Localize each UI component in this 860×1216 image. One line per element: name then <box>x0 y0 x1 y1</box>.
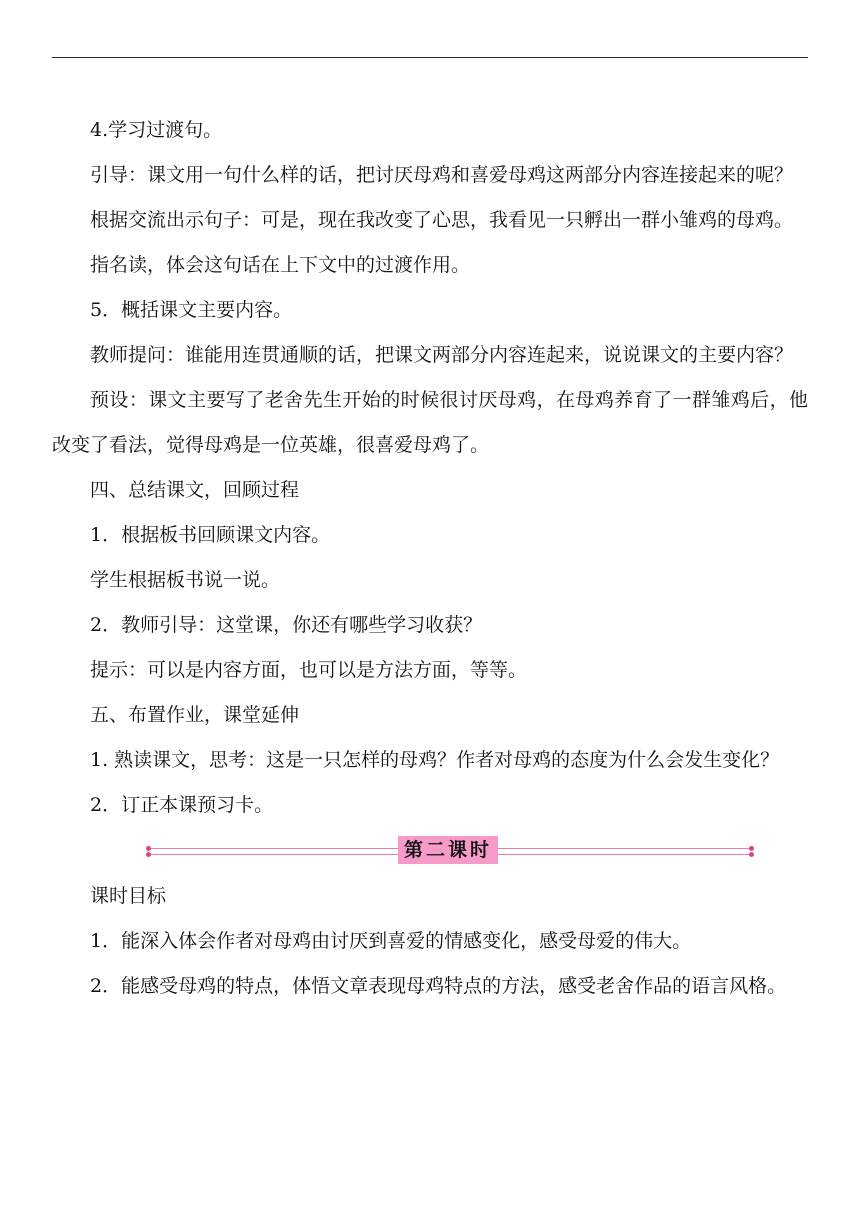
divider-title: 第二课时 <box>398 836 498 864</box>
divider-dot <box>749 846 754 851</box>
paragraph: 指名读，体会这句话在上下文中的过渡作用。 <box>90 254 471 276</box>
paragraph: 4.学习过渡句。 <box>90 119 223 141</box>
paragraph: 教师提问：谁能用连贯通顺的话，把课文两部分内容连起来，说说课文的主要内容？ <box>90 344 794 366</box>
lesson-divider <box>52 830 808 874</box>
section-heading: 四、总结课文，回顾过程 <box>90 479 300 501</box>
paragraph: 1. 熟读课文，思考：这是一只怎样的母鸡？作者对母鸡的态度为什么会发生变化？ <box>90 749 780 771</box>
paragraph: 提示：可以是内容方面，也可以是方法方面，等等。 <box>90 659 528 681</box>
document-body <box>52 108 808 1009</box>
section-heading: 五、布置作业，课堂延伸 <box>90 704 300 726</box>
header-rule <box>52 57 808 58</box>
paragraph: 引导：课文用一句什么样的话，把讨厌母鸡和喜爱母鸡这两部分内容连接起来的呢？ <box>90 164 794 186</box>
paragraph: 根据交流出示句子：可是，现在我改变了心思，我看见一只孵出一群小雏鸡的母鸡。 <box>90 209 794 231</box>
divider-dot <box>146 846 151 851</box>
paragraph: 5．概括课文主要内容。 <box>90 299 293 321</box>
section-heading: 课时目标 <box>90 885 167 907</box>
divider-dot <box>749 852 754 857</box>
paragraph: 1．根据板书回顾课文内容。 <box>90 524 331 546</box>
paragraph: 2．教师引导：这堂课，你还有哪些学习收获？ <box>90 614 483 636</box>
paragraph: 2．订正本课预习卡。 <box>90 794 274 816</box>
paragraph: 2．能感受母鸡的特点，体悟文章表现母鸡特点的方法，感受老舍作品的语言风格。 <box>90 975 787 997</box>
paragraph: 1．能深入体会作者对母鸡由讨厌到喜爱的情感变化，感受母爱的伟大。 <box>90 930 692 952</box>
paragraph: 学生根据板书说一说。 <box>90 569 281 591</box>
divider-dot <box>146 852 151 857</box>
paragraph: 预设：课文主要写了老舍先生开始的时候很讨厌母鸡，在母鸡养育了一群雏鸡后，他改变了看法，觉得母鸡是一位英雄，很喜爱母鸡了。 <box>52 389 808 456</box>
